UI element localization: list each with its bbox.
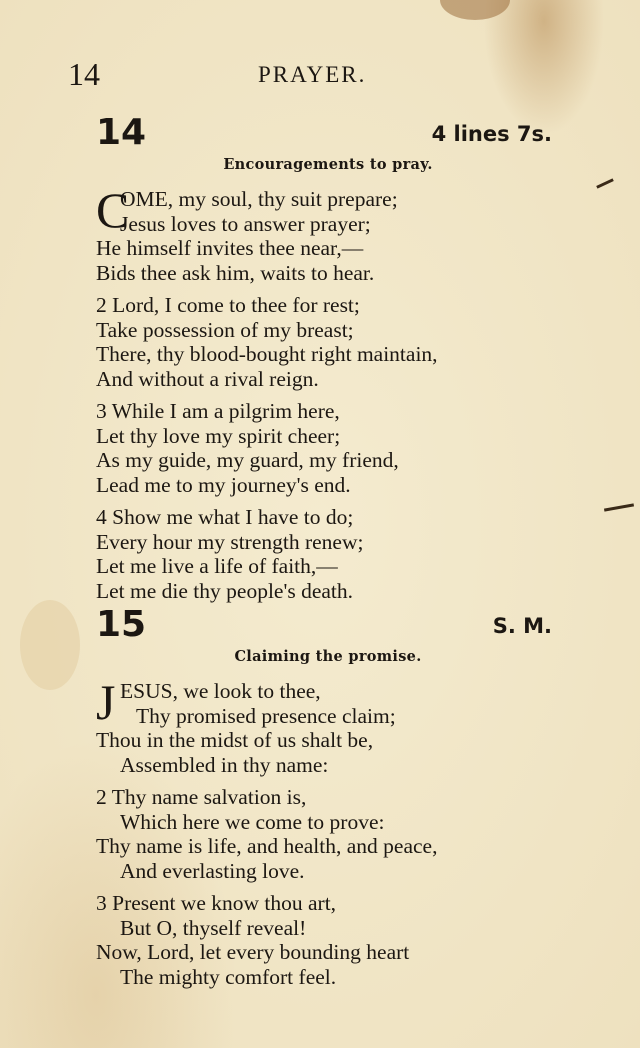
hymn-line: And everlasting love. [120,858,305,883]
hymn-line: Take possession of my breast; [96,317,354,342]
hymn-line: As my guide, my guard, my friend, [96,448,399,472]
hymn-line: Now, Lord, let every bounding heart [96,940,410,964]
hymn-line: Thy promised presence claim; [136,703,396,728]
hymn-line: ESUS, we look to thee, [120,679,321,703]
hymn-line: Jesus loves to answer prayer; [120,211,371,236]
opening-lines [96,674,560,730]
stanza [96,891,560,989]
hymn-subtitle: Claiming the promise. [234,648,422,665]
hymn-line: OME, my soul, thy suit prepare; [120,187,398,211]
ink-mark [596,178,614,188]
hymn-line: And without a rival reign. [96,366,319,391]
hymn-line: The mighty comfort feel. [120,964,337,989]
stanza [96,182,560,285]
stanza [96,505,560,603]
stanza [96,293,560,391]
hymn-line: 4 Show me what I have to do; [96,505,354,529]
hymn-15 [96,604,560,997]
hymn-subtitle: Encouragements to pray. [223,156,433,173]
hymn-14 [96,112,560,611]
stanza [96,674,560,777]
hymn-line: Bids thee ask him, waits to hear. [96,260,375,285]
page-title: PRAYER. [258,62,367,87]
running-head [68,56,552,92]
hymn-line: Assembled in thy name: [120,752,329,777]
hymn-line: 2 Thy name salvation is, [96,785,307,809]
paper-stain [440,0,510,20]
hymn-line: 2 Lord, I come to thee for rest; [96,293,360,317]
hymn-line: Every hour my strength renew; [96,529,364,554]
paper-stain [20,600,80,690]
hymn-line: But O, thyself reveal! [120,915,307,940]
hymn-line: Let thy love my spirit cheer; [96,423,341,448]
stanza [96,785,560,883]
hymn-line: Thou in the midst of us shalt be, [96,728,374,752]
hymn-line: 3 While I am a pilgrim here, [96,399,340,423]
hymn-meter: 4 lines 7s. [431,122,552,146]
hymn-line: Thy name is life, and health, and peace, [96,834,438,858]
hymn-line: Let me die thy people's death. [96,578,354,603]
hymn-number: 15 [96,604,147,645]
hymn-line: 3 Present we know thou art, [96,891,337,915]
hymn-number: 14 [96,112,147,153]
hymn-header [96,112,560,156]
page-number: 14 [68,56,100,92]
drop-cap: C [96,182,130,238]
opening-lines [96,182,560,238]
hymn-line: There, thy blood-bought right maintain, [96,342,438,366]
stanza [96,399,560,497]
drop-cap: J [96,674,116,730]
hymn-line: Which here we come to prove: [120,809,385,834]
hymn-line: Lead me to my journey's end. [96,472,351,497]
hymn-line: He himself invites thee near,— [96,236,364,260]
hymn-line: Let me live a life of faith,— [96,554,338,578]
hymn-meter: S. M. [492,614,552,638]
hymn-header [96,604,560,648]
ink-mark [604,503,634,511]
